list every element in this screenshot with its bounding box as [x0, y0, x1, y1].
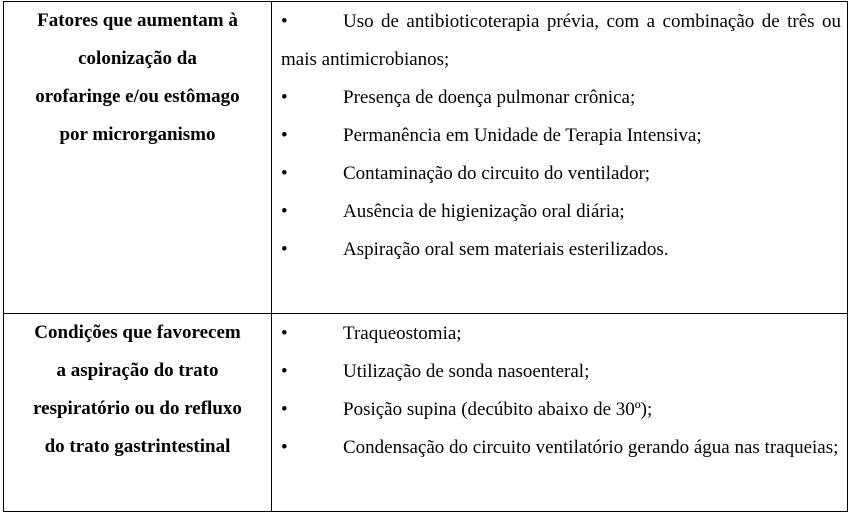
- row-header-line: do trato gastrintestinal: [44, 436, 231, 457]
- list-item: [281, 231, 841, 269]
- bullet-icon: •: [281, 11, 288, 32]
- list-item: [281, 391, 841, 429]
- list-item: [281, 193, 841, 231]
- row-header-cell: [4, 2, 272, 314]
- list-item-text: Posição supina (decúbito abaixo de 30º);: [343, 399, 653, 420]
- list-item: [281, 315, 841, 353]
- bullet-icon: •: [281, 125, 288, 146]
- list-item-text: Utilização de sonda nasoenteral;: [343, 361, 590, 382]
- list-item-text: Presença de doença pulmonar crônica;: [343, 87, 636, 108]
- list-item-text: Traqueostomia;: [343, 323, 462, 344]
- list-item-text: Aspiração oral sem materiais esterilizados.: [343, 239, 669, 260]
- table-row: [4, 2, 848, 314]
- row-header-line: Fatores que aumentam à: [37, 10, 238, 31]
- bullet-icon: •: [281, 361, 288, 382]
- list-item: [281, 3, 841, 79]
- row-header: [4, 2, 271, 154]
- row-header-line: colonização da: [78, 48, 197, 69]
- list-item: [281, 429, 841, 467]
- list-item-text: Contaminação do circuito do ventilador;: [343, 163, 651, 184]
- bullet-icon: •: [281, 201, 288, 222]
- list-item-text: Ausência de higienização oral diária;: [343, 201, 625, 222]
- list-item-text: Uso de antibioticoterapia prévia, com a combinação de três ou mais antimicrobianos;: [281, 11, 841, 70]
- bullet-list: [272, 2, 847, 274]
- list-item: [281, 353, 841, 391]
- bullet-icon: •: [281, 239, 288, 260]
- bullet-list-cell: [272, 2, 848, 314]
- row-header-line: orofaringe e/ou estômago: [35, 86, 240, 107]
- table-row: [4, 314, 848, 512]
- list-item-text: Condensação do circuito ventilatório gerando água nas traqueias;: [343, 437, 839, 458]
- risk-factors-table: [3, 1, 848, 512]
- row-header-line: respiratório ou do refluxo: [33, 398, 242, 419]
- list-item: [281, 117, 841, 155]
- row-header-line: por microrganismo: [59, 124, 216, 145]
- list-item: [281, 79, 841, 117]
- bullet-icon: •: [281, 163, 288, 184]
- row-header-line: a aspiração do trato: [56, 360, 219, 381]
- bullet-icon: •: [281, 87, 288, 108]
- bullet-icon: •: [281, 399, 288, 420]
- bullet-icon: •: [281, 323, 288, 344]
- bullet-list: [272, 314, 847, 472]
- row-header: [4, 314, 271, 466]
- list-item: [281, 155, 841, 193]
- bullet-list-cell: [272, 314, 848, 512]
- list-item-text: Permanência em Unidade de Terapia Intensiva;: [343, 125, 702, 146]
- bullet-icon: •: [281, 437, 288, 458]
- row-header-cell: [4, 314, 272, 512]
- row-header-line: Condições que favorecem: [34, 322, 241, 343]
